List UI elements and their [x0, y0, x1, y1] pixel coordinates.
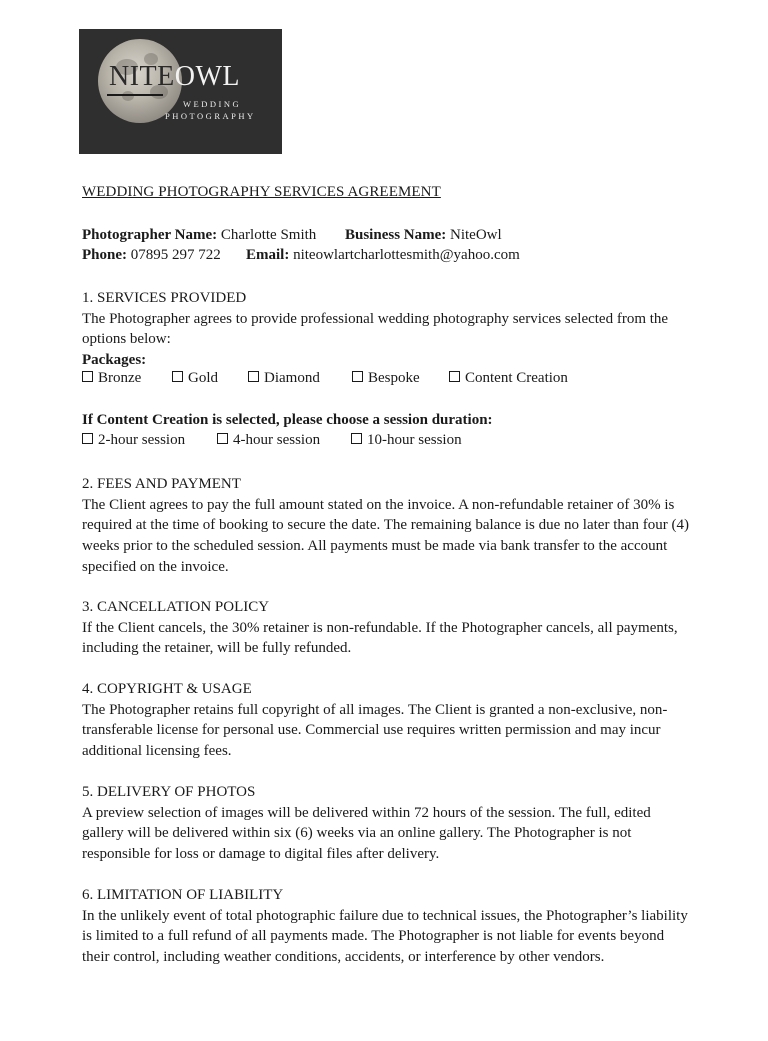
section-heading: 1. SERVICES PROVIDED — [82, 290, 247, 306]
checkbox-icon — [82, 371, 93, 382]
section-text: In the unlikely event of total photographic failure due to technical issues, the Photographer’s liability is limited to a full refund of all payments made. The Photographer is not liable for events beyond their control, including weather conditions, accidents, or interference by other vendors. — [82, 907, 688, 966]
section-liability — [82, 885, 694, 968]
logo-subtitle-wedding: WEDDING — [183, 99, 242, 109]
checkbox-gold[interactable]: Gold — [172, 370, 218, 387]
checkbox-icon — [352, 371, 363, 382]
logo-wordmark: NITEOWL — [109, 61, 241, 92]
checkbox-icon — [248, 371, 259, 382]
section-text: The Client agrees to pay the full amount stated on the invoice. A non-refundable retainer of 30% is required at the time of booking to secure the date. The remaining balance is due no later than four (4) weeks prior to the scheduled session. All payments must be made via bank transfer to the account specified on the invoice. — [82, 496, 690, 575]
phone-line — [82, 247, 221, 264]
business-label: Business Name: — [345, 227, 447, 243]
section-heading: 5. DELIVERY OF PHOTOS — [82, 784, 256, 800]
packages-label: Packages: — [82, 352, 147, 369]
checkbox-icon — [217, 433, 228, 444]
section-text: A preview selection of images will be delivered within 72 hours of the session. The full, edited gallery will be delivered within six (6) weeks via an online gallery. The Photographer is not responsible for loss or damage to digital files after delivery. — [82, 804, 651, 863]
section-text: If the Client cancels, the 30% retainer is non-refundable. If the Photographer cancels, all payments, including the retainer, will be fully refunded. — [82, 619, 678, 657]
checkbox-diamond[interactable]: Diamond — [248, 370, 320, 387]
checkbox-10-hour[interactable]: 10-hour session — [351, 432, 462, 449]
section-heading: 3. CANCELLATION POLICY — [82, 599, 270, 615]
section-services — [82, 288, 694, 371]
business-line — [345, 227, 502, 244]
section-delivery — [82, 782, 694, 865]
checkbox-icon — [172, 371, 183, 382]
niteowl-logo — [79, 29, 282, 154]
checkbox-icon — [351, 433, 362, 444]
section-text: The Photographer agrees to provide professional wedding photography services selected from the options below: — [82, 310, 669, 348]
section-text: The Photographer retains full copyright of all images. The Client is granted a non-exclusive, non-transferable license for personal use. Commercial use requires written permission and may incur additional licensing fees. — [82, 701, 668, 760]
logo-underline — [107, 94, 163, 96]
section-cancellation — [82, 597, 694, 659]
checkbox-bronze[interactable]: Bronze — [82, 370, 141, 387]
checkbox-icon — [449, 371, 460, 382]
section-heading: 6. LIMITATION OF LIABILITY — [82, 887, 284, 903]
phone-label: Phone: — [82, 247, 127, 263]
photographer-label: Photographer Name: — [82, 227, 218, 243]
checkbox-4-hour[interactable]: 4-hour session — [217, 432, 320, 449]
logo-subtitle-photography: PHOTOGRAPHY — [165, 111, 256, 121]
section-fees — [82, 474, 694, 578]
email-value: niteowlartcharlottesmith@yahoo.com — [293, 247, 520, 263]
email-label: Email: — [246, 247, 290, 263]
document-title: WEDDING PHOTOGRAPHY SERVICES AGREEMENT — [82, 184, 441, 200]
business-value: NiteOwl — [450, 227, 502, 243]
section-copyright — [82, 679, 694, 762]
photographer-value: Charlotte Smith — [220, 227, 317, 243]
photographer-line — [82, 227, 316, 244]
section-heading: 4. COPYRIGHT & USAGE — [82, 681, 252, 697]
checkbox-bespoke[interactable]: Bespoke — [352, 370, 420, 387]
duration-label: If Content Creation is selected, please choose a session duration: — [82, 412, 493, 428]
section-heading: 2. FEES AND PAYMENT — [82, 476, 241, 492]
phone-value: 07895 297 722 — [130, 247, 221, 263]
checkbox-content-creation[interactable]: Content Creation — [449, 370, 568, 387]
email-line — [246, 247, 520, 264]
checkbox-2-hour[interactable]: 2-hour session — [82, 432, 185, 449]
checkbox-icon — [82, 433, 93, 444]
